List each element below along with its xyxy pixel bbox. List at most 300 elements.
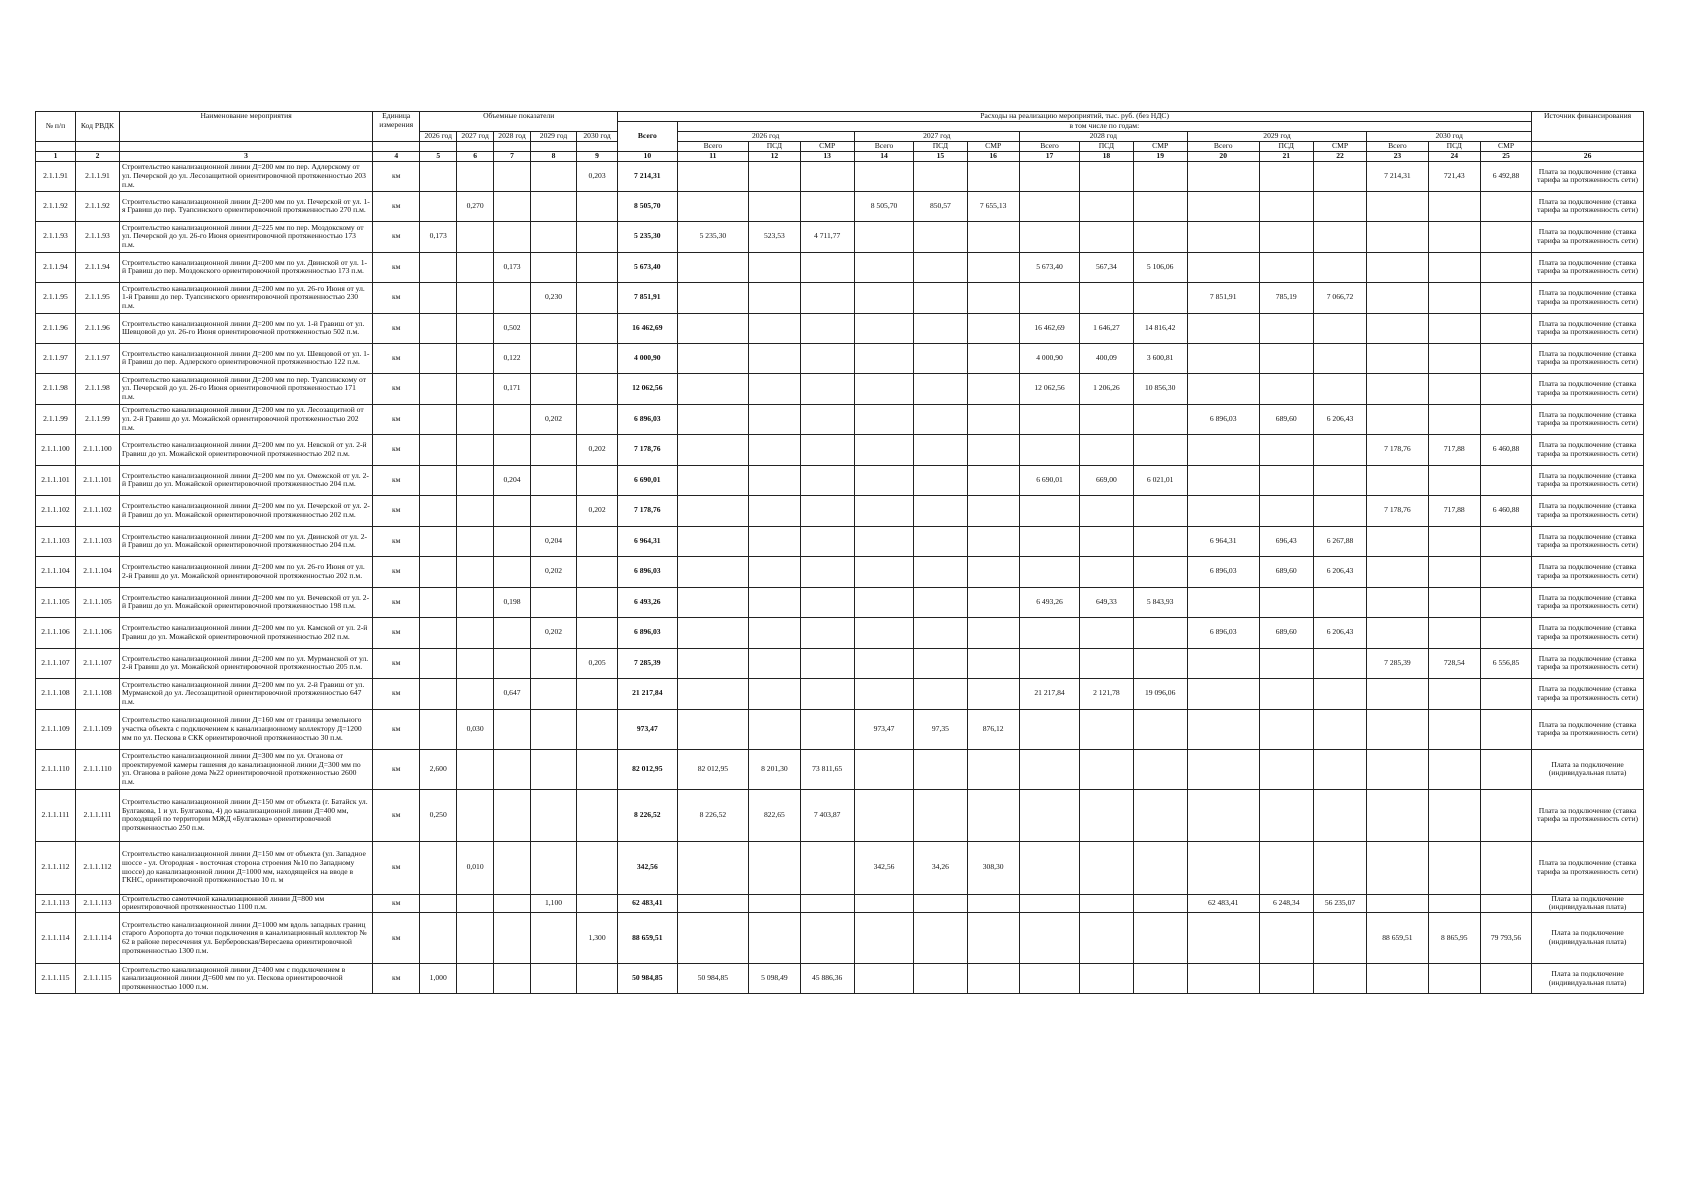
- row-cost-total: [1187, 648, 1259, 678]
- row-cost-psd: [1259, 221, 1313, 252]
- row-volume: 0,204: [494, 465, 531, 495]
- row-cost-total: 7 285,39: [1367, 648, 1428, 678]
- row-cost-smr: [967, 434, 1019, 465]
- row-cost-psd: [1259, 161, 1313, 191]
- row-cost-total: [1019, 495, 1079, 526]
- row-volume: [577, 678, 618, 709]
- row-name: Строительство канализационной линии Д=200 мм по ул. 1-й Гравиш от ул. Шевцовой до ул. 26-го Июня ориентировочной протяженностью 502 п.м.: [120, 313, 373, 343]
- row-cost-psd: [749, 556, 800, 587]
- row-cost-psd: [749, 373, 800, 404]
- row-cost-smr: [967, 343, 1019, 373]
- row-cost-total: [854, 526, 913, 556]
- row-total: 82 012,95: [618, 749, 677, 789]
- row-cost-psd: [1259, 913, 1313, 964]
- row-number: 2.1.1.96: [36, 313, 76, 343]
- row-volume: [577, 709, 618, 749]
- row-volume: 0,202: [530, 617, 576, 648]
- row-cost-total: 82 012,95: [677, 749, 749, 789]
- row-cost-psd: [1080, 556, 1133, 587]
- row-cost-total: [854, 913, 913, 964]
- header-blank-cell: [494, 142, 531, 152]
- row-cost-psd: [914, 221, 967, 252]
- table-row: [36, 282, 1644, 313]
- column-number: 19: [1133, 152, 1187, 162]
- row-source: Плата за подключение (ставка тарифа за протяженность сети): [1532, 678, 1644, 709]
- row-volume: [530, 495, 576, 526]
- row-volume: [494, 434, 531, 465]
- row-volume: [457, 221, 494, 252]
- row-volume: [420, 841, 457, 894]
- row-cost-smr: [1133, 495, 1187, 526]
- row-cost-smr: [800, 343, 854, 373]
- row-cost-smr: [1480, 465, 1531, 495]
- row-cost-total: 6 493,26: [1019, 587, 1079, 617]
- row-cost-total: [1187, 841, 1259, 894]
- row-cost-psd: [914, 648, 967, 678]
- row-cost-psd: [914, 894, 967, 912]
- row-number: 2.1.1.105: [36, 587, 76, 617]
- row-volume: [457, 678, 494, 709]
- row-cost-smr: 6 206,43: [1313, 617, 1366, 648]
- header-blank-cell: [1532, 142, 1644, 152]
- row-cost-smr: [1480, 556, 1531, 587]
- row-cost-psd: [914, 789, 967, 841]
- row-volume: [457, 617, 494, 648]
- row-cost-total: [1367, 465, 1428, 495]
- row-volume: [577, 373, 618, 404]
- row-cost-psd: 1 206,26: [1080, 373, 1133, 404]
- row-number: 2.1.1.108: [36, 678, 76, 709]
- column-number: 1: [36, 152, 76, 162]
- column-number: 12: [749, 152, 800, 162]
- row-cost-total: [1019, 709, 1079, 749]
- row-cost-smr: [1133, 648, 1187, 678]
- row-name: Строительство канализационной линии Д=200 мм по пер. Туапсинскому от ул. Печерской до ул. 26-го Июня ориентировочной протяженностью 171 п.м.: [120, 373, 373, 404]
- row-number: 2.1.1.102: [36, 495, 76, 526]
- row-total: 342,56: [618, 841, 677, 894]
- row-cost-smr: [1313, 221, 1366, 252]
- column-number: 9: [577, 152, 618, 162]
- header-blank-cell: [75, 142, 119, 152]
- row-volume: [494, 617, 531, 648]
- row-code: 2.1.1.108: [75, 678, 119, 709]
- row-unit: км: [373, 526, 420, 556]
- row-cost-psd: [1259, 964, 1313, 994]
- row-cost-total: [1019, 161, 1079, 191]
- row-source: Плата за подключение (ставка тарифа за протяженность сети): [1532, 617, 1644, 648]
- row-cost-smr: 56 235,07: [1313, 894, 1366, 912]
- table-row: [36, 221, 1644, 252]
- row-cost-total: [854, 161, 913, 191]
- row-cost-psd: [1428, 404, 1480, 434]
- row-total: 4 000,90: [618, 343, 677, 373]
- row-total: 21 217,84: [618, 678, 677, 709]
- row-volume: [577, 465, 618, 495]
- row-cost-psd: [1259, 749, 1313, 789]
- row-volume: [420, 343, 457, 373]
- row-cost-total: [1187, 749, 1259, 789]
- row-volume: [457, 343, 494, 373]
- row-cost-smr: [1480, 282, 1531, 313]
- row-cost-smr: [1480, 587, 1531, 617]
- row-source: Плата за подключение (ставка тарифа за протяженность сети): [1532, 434, 1644, 465]
- header-costs: Расходы на реализацию мероприятий, тыс. руб. (без НДС): [618, 112, 1532, 122]
- table-row: [36, 913, 1644, 964]
- row-name: Строительство канализационной линии Д=200 мм по ул. Двинской от ул. 2-й Гравиш до ул. Можайской ориентировочной протяженностью 204 п.м.: [120, 526, 373, 556]
- row-total: 6 964,31: [618, 526, 677, 556]
- row-volume: [420, 434, 457, 465]
- table-header: [36, 112, 1644, 162]
- row-number: 2.1.1.101: [36, 465, 76, 495]
- row-number: 2.1.1.110: [36, 749, 76, 789]
- row-cost-smr: [800, 587, 854, 617]
- column-number: 15: [914, 152, 967, 162]
- row-code: 2.1.1.104: [75, 556, 119, 587]
- row-cost-smr: [800, 282, 854, 313]
- row-source: Плата за подключение (ставка тарифа за протяженность сети): [1532, 191, 1644, 221]
- header-vol-year: 2029 год: [530, 132, 576, 142]
- row-cost-total: [1019, 556, 1079, 587]
- row-cost-psd: [1259, 709, 1313, 749]
- row-volume: [530, 465, 576, 495]
- table-row: [36, 191, 1644, 221]
- row-cost-total: [1367, 252, 1428, 282]
- row-cost-psd: [1428, 894, 1480, 912]
- row-volume: [420, 161, 457, 191]
- row-cost-total: [1019, 964, 1079, 994]
- row-cost-psd: [749, 161, 800, 191]
- row-cost-psd: 5 098,49: [749, 964, 800, 994]
- row-cost-psd: [1080, 434, 1133, 465]
- row-volume: [420, 587, 457, 617]
- row-code: 2.1.1.100: [75, 434, 119, 465]
- header-cost-year: 2027 год: [854, 132, 1019, 142]
- row-volume: [530, 789, 576, 841]
- row-unit: км: [373, 964, 420, 994]
- row-cost-total: [677, 678, 749, 709]
- row-number: 2.1.1.112: [36, 841, 76, 894]
- row-cost-total: [854, 556, 913, 587]
- row-cost-total: [1187, 161, 1259, 191]
- row-cost-total: [1019, 749, 1079, 789]
- row-cost-psd: [749, 587, 800, 617]
- row-unit: км: [373, 252, 420, 282]
- header-sub-total: Всего: [1367, 142, 1428, 152]
- row-cost-total: 50 984,85: [677, 964, 749, 994]
- row-name: Строительство канализационной линии Д=200 мм по ул. 26-го Июня от ул. 2-й Гравиш до ул. Можайской ориентировочной протяженностью 202 п.м.: [120, 556, 373, 587]
- row-cost-smr: [1133, 913, 1187, 964]
- row-cost-total: [677, 617, 749, 648]
- header-blank-cell: [36, 142, 76, 152]
- row-cost-smr: [967, 526, 1019, 556]
- row-cost-psd: [1080, 191, 1133, 221]
- row-cost-total: [677, 648, 749, 678]
- row-unit: км: [373, 789, 420, 841]
- header-sub-psd: ПСД: [1080, 142, 1133, 152]
- column-number: 8: [530, 152, 576, 162]
- row-cost-total: [1367, 313, 1428, 343]
- row-number: 2.1.1.95: [36, 282, 76, 313]
- row-volume: 0,502: [494, 313, 531, 343]
- row-code: 2.1.1.96: [75, 313, 119, 343]
- column-number: 14: [854, 152, 913, 162]
- row-cost-total: [1367, 789, 1428, 841]
- row-cost-total: [1367, 556, 1428, 587]
- row-unit: км: [373, 313, 420, 343]
- row-number: 2.1.1.104: [36, 556, 76, 587]
- table-body: [36, 161, 1644, 993]
- row-name: Строительство канализационной линии Д=200 мм по ул. 2-й Гравиш от ул. Мурманской до ул. Лесозащитной ориентировочной протяженностью 647 п.м.: [120, 678, 373, 709]
- row-cost-total: [1187, 587, 1259, 617]
- investment-program-table: [35, 111, 1644, 994]
- row-cost-smr: 6 556,85: [1480, 648, 1531, 678]
- row-cost-psd: [1080, 617, 1133, 648]
- row-cost-smr: [800, 841, 854, 894]
- row-cost-total: [1367, 841, 1428, 894]
- row-source: Плата за подключение (ставка тарифа за протяженность сети): [1532, 343, 1644, 373]
- row-cost-smr: 3 600,81: [1133, 343, 1187, 373]
- row-volume: 0,204: [530, 526, 576, 556]
- row-cost-psd: [914, 964, 967, 994]
- row-cost-psd: [1428, 964, 1480, 994]
- row-number: 2.1.1.114: [36, 913, 76, 964]
- row-unit: км: [373, 495, 420, 526]
- row-volume: [494, 191, 531, 221]
- row-volume: [420, 913, 457, 964]
- row-total: 7 178,76: [618, 434, 677, 465]
- row-cost-total: [677, 556, 749, 587]
- row-number: 2.1.1.97: [36, 343, 76, 373]
- header-sub-total: Всего: [1019, 142, 1079, 152]
- row-total: 8 226,52: [618, 789, 677, 841]
- row-volume: [494, 556, 531, 587]
- row-cost-smr: [967, 373, 1019, 404]
- row-volume: [530, 161, 576, 191]
- row-cost-total: [854, 894, 913, 912]
- row-volume: [494, 709, 531, 749]
- row-unit: км: [373, 587, 420, 617]
- row-cost-total: [854, 404, 913, 434]
- row-cost-smr: [967, 789, 1019, 841]
- row-cost-total: [1187, 221, 1259, 252]
- row-code: 2.1.1.98: [75, 373, 119, 404]
- row-cost-total: 6 896,03: [1187, 617, 1259, 648]
- row-cost-psd: [914, 587, 967, 617]
- row-cost-total: [1187, 913, 1259, 964]
- row-cost-total: [677, 373, 749, 404]
- row-cost-smr: [1480, 709, 1531, 749]
- row-unit: км: [373, 709, 420, 749]
- row-volume: [494, 789, 531, 841]
- row-cost-smr: [800, 404, 854, 434]
- row-cost-smr: [1133, 191, 1187, 221]
- row-cost-total: [677, 913, 749, 964]
- row-cost-psd: [1259, 841, 1313, 894]
- row-cost-total: [1187, 252, 1259, 282]
- row-cost-total: [677, 343, 749, 373]
- row-cost-smr: [1480, 749, 1531, 789]
- row-name: Строительство канализационной линии Д=200 мм по ул. Лесозащитной от ул. 2-й Гравиш до ул. Можайской ориентировочной протяженностью 202 п.м.: [120, 404, 373, 434]
- row-cost-total: 7 851,91: [1187, 282, 1259, 313]
- row-cost-smr: [1133, 556, 1187, 587]
- column-number: 26: [1532, 152, 1644, 162]
- row-volume: 0,203: [577, 161, 618, 191]
- row-cost-total: [1367, 709, 1428, 749]
- row-cost-psd: 850,57: [914, 191, 967, 221]
- table-row: [36, 313, 1644, 343]
- header-sub-psd: ПСД: [749, 142, 800, 152]
- row-cost-psd: [914, 404, 967, 434]
- row-cost-total: [854, 495, 913, 526]
- row-cost-psd: 34,26: [914, 841, 967, 894]
- row-cost-total: [854, 343, 913, 373]
- row-cost-total: [1019, 789, 1079, 841]
- row-volume: [457, 964, 494, 994]
- row-cost-total: [1367, 343, 1428, 373]
- row-cost-psd: [1428, 282, 1480, 313]
- row-volume: 0,202: [577, 434, 618, 465]
- row-cost-psd: [914, 495, 967, 526]
- row-volume: [494, 221, 531, 252]
- row-volume: [577, 343, 618, 373]
- row-volume: [494, 913, 531, 964]
- row-cost-total: 6 964,31: [1187, 526, 1259, 556]
- table-row: [36, 617, 1644, 648]
- row-unit: км: [373, 373, 420, 404]
- row-cost-psd: [1259, 343, 1313, 373]
- row-cost-psd: [1080, 161, 1133, 191]
- row-volume: [420, 465, 457, 495]
- row-total: 6 896,03: [618, 617, 677, 648]
- row-cost-smr: [1133, 434, 1187, 465]
- row-cost-smr: [800, 894, 854, 912]
- header-sub-smr: СМР: [1480, 142, 1531, 152]
- row-cost-psd: [1428, 465, 1480, 495]
- row-volume: [530, 191, 576, 221]
- row-cost-smr: [1480, 373, 1531, 404]
- row-volume: 0,202: [577, 495, 618, 526]
- row-unit: км: [373, 648, 420, 678]
- row-cost-smr: [1313, 252, 1366, 282]
- row-cost-psd: 689,60: [1259, 617, 1313, 648]
- row-cost-psd: [1259, 434, 1313, 465]
- row-cost-psd: 728,54: [1428, 648, 1480, 678]
- row-number: 2.1.1.107: [36, 648, 76, 678]
- row-cost-smr: [1133, 964, 1187, 994]
- row-code: 2.1.1.106: [75, 617, 119, 648]
- column-number: 24: [1428, 152, 1480, 162]
- row-volume: [457, 749, 494, 789]
- row-cost-smr: 5 106,06: [1133, 252, 1187, 282]
- row-cost-total: 6 896,03: [1187, 404, 1259, 434]
- row-volume: [457, 161, 494, 191]
- header-total: Всего: [618, 122, 677, 152]
- row-volume: [420, 709, 457, 749]
- row-cost-smr: [800, 252, 854, 282]
- row-volume: [494, 964, 531, 994]
- row-cost-psd: [1259, 465, 1313, 495]
- row-cost-total: [1187, 678, 1259, 709]
- row-code: 2.1.1.105: [75, 587, 119, 617]
- row-cost-smr: 7 403,87: [800, 789, 854, 841]
- row-volume: [457, 894, 494, 912]
- row-volume: [420, 556, 457, 587]
- row-cost-psd: [749, 191, 800, 221]
- row-cost-total: [1367, 749, 1428, 789]
- header-blank-cell: [420, 142, 457, 152]
- row-cost-psd: [1080, 495, 1133, 526]
- row-cost-smr: 73 811,65: [800, 749, 854, 789]
- row-cost-total: [1367, 404, 1428, 434]
- row-cost-psd: [749, 894, 800, 912]
- row-cost-smr: [1313, 709, 1366, 749]
- row-cost-smr: [1480, 252, 1531, 282]
- row-volume: 0,205: [577, 648, 618, 678]
- row-total: 6 690,01: [618, 465, 677, 495]
- row-cost-total: 342,56: [854, 841, 913, 894]
- row-cost-psd: [1428, 343, 1480, 373]
- row-cost-psd: [1428, 191, 1480, 221]
- row-cost-total: [677, 526, 749, 556]
- row-number: 2.1.1.91: [36, 161, 76, 191]
- row-cost-smr: [800, 709, 854, 749]
- row-cost-psd: [914, 526, 967, 556]
- row-cost-total: [1187, 789, 1259, 841]
- row-cost-total: [677, 252, 749, 282]
- row-volume: [457, 313, 494, 343]
- column-number: 3: [120, 152, 373, 162]
- row-volume: 0,173: [494, 252, 531, 282]
- row-cost-smr: [800, 526, 854, 556]
- row-volume: 0,202: [530, 556, 576, 587]
- row-cost-smr: [967, 313, 1019, 343]
- row-cost-smr: [1480, 191, 1531, 221]
- row-cost-psd: [749, 648, 800, 678]
- row-code: 2.1.1.111: [75, 789, 119, 841]
- row-code: 2.1.1.94: [75, 252, 119, 282]
- row-volume: [457, 789, 494, 841]
- row-cost-smr: 6 460,88: [1480, 495, 1531, 526]
- row-volume: [420, 678, 457, 709]
- row-code: 2.1.1.91: [75, 161, 119, 191]
- row-name: Строительство канализационной линии Д=225 мм по пер. Моздокскому от ул. Печерской до ул. 26-го Июня ориентировочной протяженностью 173 п.м.: [120, 221, 373, 252]
- row-cost-total: [854, 617, 913, 648]
- row-cost-psd: [1080, 749, 1133, 789]
- row-volume: [494, 894, 531, 912]
- header-unit: Единица измерения: [373, 112, 420, 142]
- row-volume: [420, 404, 457, 434]
- row-volume: [530, 841, 576, 894]
- row-volume: [530, 252, 576, 282]
- row-volume: [577, 841, 618, 894]
- header-blank-cell: [373, 142, 420, 152]
- row-total: 6 896,03: [618, 556, 677, 587]
- header-volume: Объемные показатели: [420, 112, 618, 132]
- row-name: Строительство канализационной линии Д=200 мм по ул. Камской от ул. 2-й Гравиш до ул. Можайской ориентировочной протяженностью 202 п.м.: [120, 617, 373, 648]
- row-total: 50 984,85: [618, 964, 677, 994]
- row-cost-psd: [1080, 841, 1133, 894]
- row-volume: [494, 841, 531, 894]
- table-row: [36, 465, 1644, 495]
- row-volume: [494, 404, 531, 434]
- row-cost-smr: [967, 556, 1019, 587]
- row-cost-smr: [1313, 343, 1366, 373]
- row-volume: [530, 648, 576, 678]
- row-cost-psd: [749, 678, 800, 709]
- table-row: [36, 404, 1644, 434]
- row-cost-smr: [967, 617, 1019, 648]
- row-name: Строительство канализационной линии Д=300 мм по ул. Оганова от проектируемой камеры гашения до канализационной линии Д=300 мм по ул. Оганова в районе дома №22 ориентировочной протяженностью 2600 п.м.: [120, 749, 373, 789]
